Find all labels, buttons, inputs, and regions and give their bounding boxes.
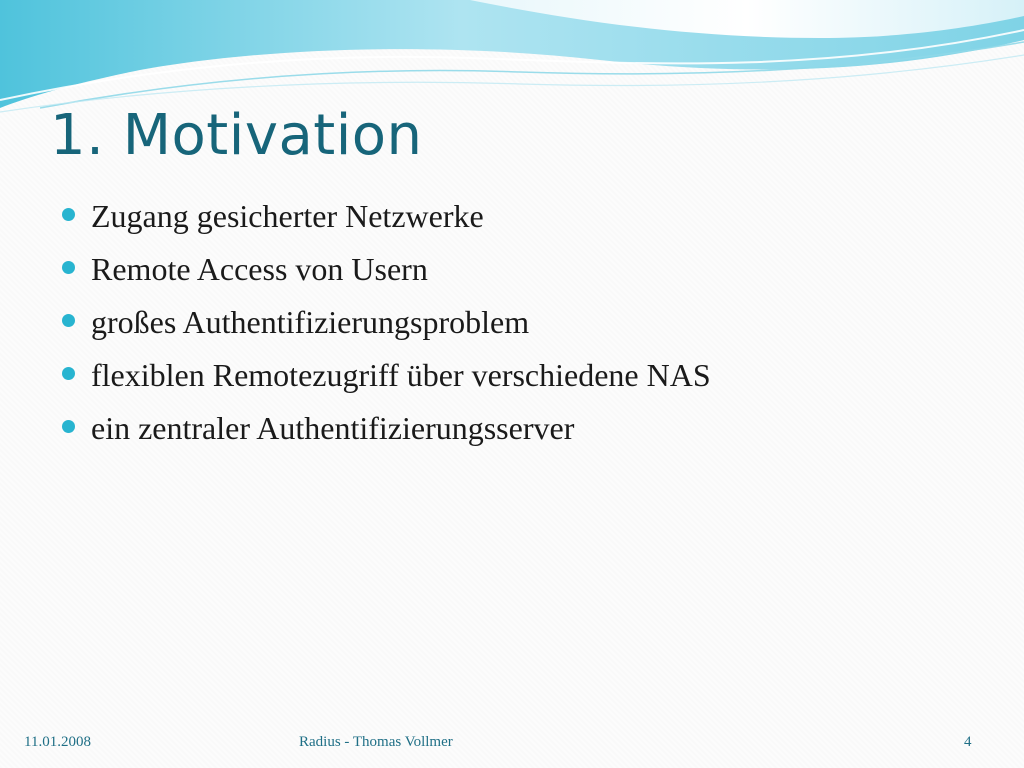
list-item: [62, 402, 711, 455]
list-item: [62, 349, 711, 402]
bullet-text: großes Authentifizierungsproblem: [91, 304, 530, 340]
bullet-text: Remote Access von Usern: [91, 251, 428, 287]
bullet-dot-icon: [62, 261, 75, 274]
bullet-text: flexiblen Remotezugriff über verschiedene NAS: [91, 357, 711, 393]
bullet-dot-icon: [62, 420, 75, 433]
bullet-dot-icon: [62, 208, 75, 221]
bullet-text: ein zentraler Authentifizierungsserver: [91, 410, 575, 446]
footer-title: Radius - Thomas Vollmer: [299, 734, 453, 750]
bullet-text: Zugang gesicherter Netzwerke: [91, 198, 484, 234]
slide-title: 1. Motivation: [50, 103, 423, 168]
footer-date: 11.01.2008: [24, 734, 91, 750]
bullet-list: [62, 190, 711, 455]
bullet-dot-icon: [62, 314, 75, 327]
list-item: [62, 190, 711, 243]
page-number: 4: [964, 734, 972, 750]
bullet-dot-icon: [62, 367, 75, 380]
list-item: [62, 243, 711, 296]
list-item: [62, 296, 711, 349]
